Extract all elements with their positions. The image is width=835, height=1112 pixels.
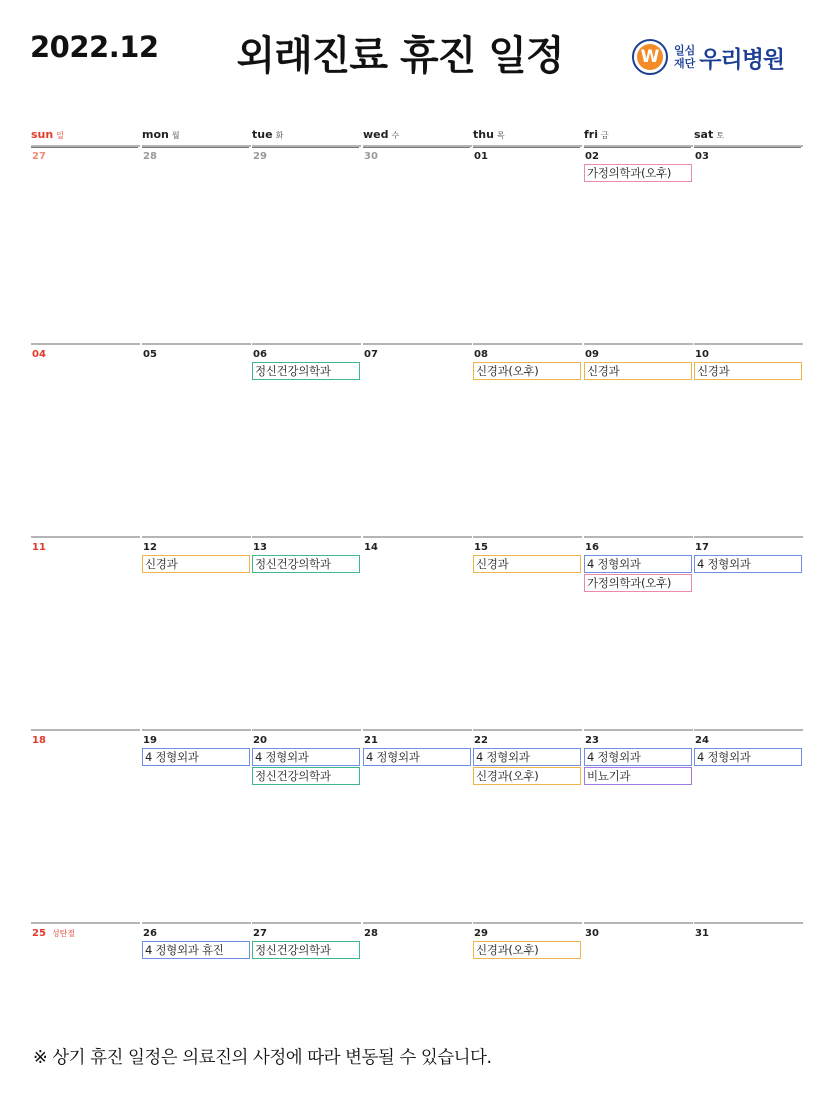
calendar-day-cell <box>142 145 251 335</box>
closure-event: 4 정형외과 <box>363 748 471 766</box>
weekday-ko-label: 수 <box>391 131 400 140</box>
day-number <box>363 345 472 361</box>
closure-event: 4 정형외과 <box>584 555 692 573</box>
calendar-day-cell <box>584 922 693 1112</box>
day-number-text: 09 <box>585 349 599 360</box>
day-number <box>363 538 472 554</box>
weekday-en-label: sun <box>31 128 54 141</box>
day-number <box>363 147 472 163</box>
day-number-text: 01 <box>474 151 488 162</box>
calendar-day-cell <box>363 536 472 726</box>
day-number <box>694 538 803 554</box>
weekday-en-label: wed <box>363 128 389 141</box>
calendar-day-cell <box>363 922 472 1112</box>
day-number-text: 27 <box>32 151 46 162</box>
calendar-day-cell <box>584 145 693 335</box>
calendar-day-cell <box>31 343 140 533</box>
closure-event: 정신건강의학과 <box>252 362 360 380</box>
day-number-text: 06 <box>253 349 267 360</box>
day-number-text: 03 <box>695 151 709 162</box>
closure-event: 신경과(오후) <box>473 767 581 785</box>
closure-event: 정신건강의학과 <box>252 555 360 573</box>
calendar-week <box>0 343 835 533</box>
day-number <box>252 538 361 554</box>
calendar-day-cell <box>473 343 582 533</box>
day-number-text: 08 <box>474 349 488 360</box>
calendar-day-cell <box>252 922 361 1112</box>
calendar-day-cell <box>252 145 361 335</box>
hospital-logo <box>632 38 784 76</box>
logo-subtitle-line2: 재단 <box>674 57 696 70</box>
closure-event: 4 정형외과 <box>252 748 360 766</box>
day-number-text: 16 <box>585 542 599 553</box>
calendar-day-cell <box>473 922 582 1112</box>
day-number <box>584 147 693 163</box>
weekday-ko-label: 화 <box>275 131 284 140</box>
day-number <box>142 731 251 747</box>
day-number <box>584 345 693 361</box>
calendar-day-cell <box>252 343 361 533</box>
calendar-week <box>0 145 835 335</box>
weekday-en-label: sat <box>694 128 714 141</box>
day-number-text: 23 <box>585 735 599 746</box>
closure-event: 신경과 <box>473 555 581 573</box>
calendar-day-cell <box>31 536 140 726</box>
weekday-ko-label: 토 <box>716 131 724 140</box>
weekday-ko-label: 일 <box>56 131 64 140</box>
day-number-text: 24 <box>695 735 709 746</box>
day-number <box>473 731 582 747</box>
day-number <box>473 345 582 361</box>
closure-event: 신경과 <box>142 555 250 573</box>
weekday-ko-label: 금 <box>600 131 609 140</box>
calendar-day-cell <box>142 536 251 726</box>
calendar-day-cell <box>363 729 472 919</box>
day-number <box>252 731 361 747</box>
month-label: 2022.12 <box>30 30 159 64</box>
calendar-day-cell <box>363 145 472 335</box>
calendar-day-cell <box>31 922 140 1112</box>
calendar-day-cell <box>584 729 693 919</box>
weekday-ko-label: 목 <box>496 131 505 140</box>
day-number-text: 25 <box>32 928 46 939</box>
closure-event: 4 정형외과 <box>694 555 802 573</box>
calendar-day-cell <box>694 536 803 726</box>
logo-badge-letter: W <box>637 44 663 70</box>
day-number <box>694 731 803 747</box>
closure-event: 4 정형외과 <box>473 748 581 766</box>
calendar-day-cell <box>142 922 251 1112</box>
day-number-text: 14 <box>364 542 378 553</box>
day-number-text: 19 <box>143 735 157 746</box>
day-number-text: 04 <box>32 349 46 360</box>
day-number-text: 28 <box>364 928 378 939</box>
calendar-day-cell <box>694 922 803 1112</box>
day-number-text: 18 <box>32 735 46 746</box>
weekday-en-label: mon <box>142 128 169 141</box>
calendar-day-cell <box>473 729 582 919</box>
day-number <box>252 147 361 163</box>
day-number-text: 28 <box>143 151 157 162</box>
logo-subtitle <box>674 44 695 70</box>
day-number-text: 29 <box>474 928 488 939</box>
weekday-ko-label: 월 <box>171 131 180 140</box>
day-number <box>363 731 472 747</box>
calendar-day-cell <box>31 729 140 919</box>
day-number <box>31 345 140 361</box>
day-number <box>584 538 693 554</box>
day-number-text: 27 <box>253 928 267 939</box>
calendar-day-cell <box>473 536 582 726</box>
closure-event: 4 정형외과 <box>142 748 250 766</box>
holiday-label: 성탄절 <box>51 929 76 938</box>
logo-subtitle-line1: 일심 <box>674 44 696 57</box>
calendar-day-cell <box>584 343 693 533</box>
calendar-week <box>0 536 835 726</box>
day-number <box>694 345 803 361</box>
day-number <box>142 345 251 361</box>
day-number <box>584 924 693 940</box>
closure-event: 4 정형외과 <box>694 748 802 766</box>
calendar-day-cell <box>252 536 361 726</box>
day-number-text: 11 <box>32 542 46 553</box>
day-number <box>142 538 251 554</box>
day-number-text: 10 <box>695 349 709 360</box>
day-number <box>363 924 472 940</box>
day-number <box>252 345 361 361</box>
day-number-text: 13 <box>253 542 267 553</box>
day-number <box>31 731 140 747</box>
calendar-day-cell <box>142 343 251 533</box>
weekday-en-label: thu <box>473 128 494 141</box>
day-number-text: 20 <box>253 735 267 746</box>
day-number-text: 17 <box>695 542 709 553</box>
closure-event: 가정의학과(오후) <box>584 164 692 182</box>
calendar-day-cell <box>473 145 582 335</box>
day-number <box>473 147 582 163</box>
day-number <box>31 924 140 940</box>
calendar-day-cell <box>694 343 803 533</box>
closure-event: 비뇨기과 <box>584 767 692 785</box>
closure-event: 4 정형외과 <box>584 748 692 766</box>
day-number <box>31 538 140 554</box>
closure-event: 정신건강의학과 <box>252 767 360 785</box>
calendar-day-cell <box>363 343 472 533</box>
day-number-text: 26 <box>143 928 157 939</box>
calendar-day-cell <box>694 145 803 335</box>
day-number <box>142 147 251 163</box>
day-number-text: 31 <box>695 928 709 939</box>
day-number-text: 07 <box>364 349 378 360</box>
closure-event: 4 정형외과 휴진 <box>142 941 250 959</box>
page-title: 외래진료 휴진 일정 <box>236 33 564 79</box>
calendar-day-cell <box>584 536 693 726</box>
calendar-week <box>0 729 835 919</box>
calendar-day-cell <box>31 145 140 335</box>
logo-badge-icon <box>632 39 668 75</box>
day-number-text: 22 <box>474 735 488 746</box>
day-number <box>31 147 140 163</box>
footnote: ※ 상기 휴진 일정은 의료진의 사정에 따라 변동될 수 있습니다. <box>33 1048 492 1068</box>
day-number <box>694 147 803 163</box>
day-number <box>473 924 582 940</box>
day-number-text: 15 <box>474 542 488 553</box>
day-number-text: 30 <box>585 928 599 939</box>
day-number <box>473 538 582 554</box>
calendar-day-cell <box>694 729 803 919</box>
day-number-text: 12 <box>143 542 157 553</box>
calendar-day-cell <box>142 729 251 919</box>
weekday-en-label: tue <box>252 128 273 141</box>
day-number-text: 05 <box>143 349 157 360</box>
day-number-text: 21 <box>364 735 378 746</box>
logo-name: 우리병원 <box>699 46 785 73</box>
day-number-text: 02 <box>585 151 599 162</box>
day-number <box>142 924 251 940</box>
day-number-text: 30 <box>364 151 378 162</box>
calendar-day-cell <box>252 729 361 919</box>
day-number-text: 29 <box>253 151 267 162</box>
closure-event: 정신건강의학과 <box>252 941 360 959</box>
calendar-week <box>0 922 835 1112</box>
day-number <box>252 924 361 940</box>
day-number <box>584 731 693 747</box>
day-number <box>694 924 803 940</box>
closure-event: 신경과 <box>694 362 802 380</box>
closure-event: 신경과(오후) <box>473 362 581 380</box>
closure-event: 신경과 <box>584 362 692 380</box>
closure-event: 신경과(오후) <box>473 941 581 959</box>
weekday-en-label: fri <box>584 128 598 141</box>
closure-event: 가정의학과(오후) <box>584 574 692 592</box>
